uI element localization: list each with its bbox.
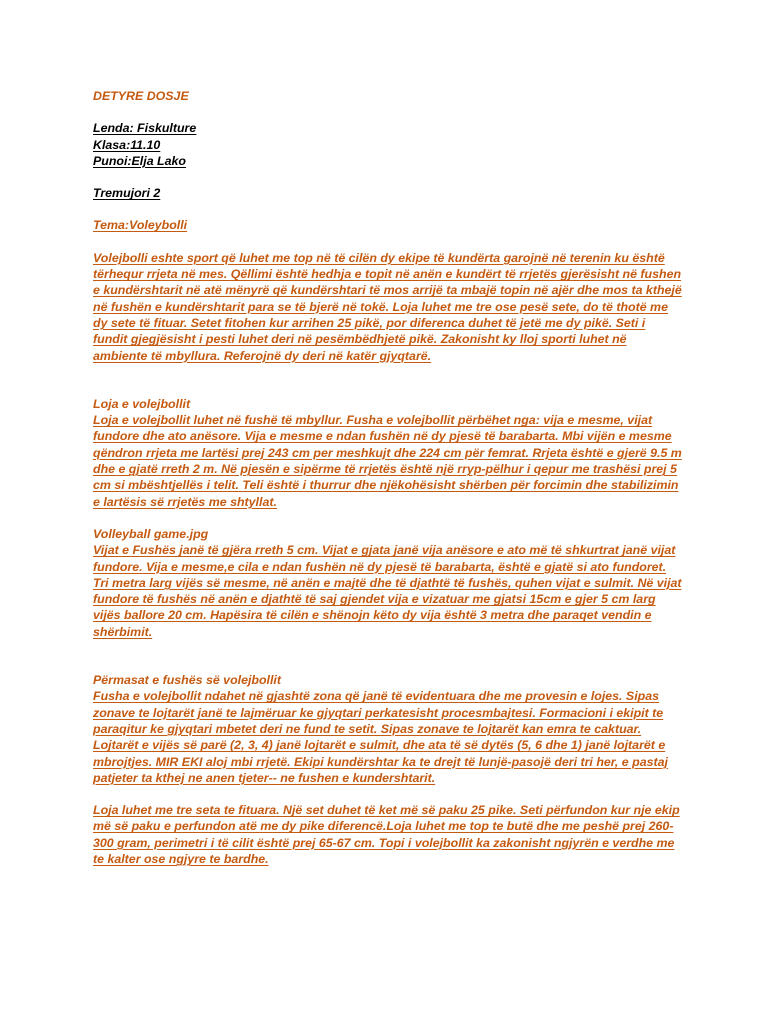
section-rules-body: Loja e volejbollit luhet në fushë të mbyllur. Fusha e volejbollit përbëhet nga: vija e mesme, vijat fundore dhe ato anësore. Vija e mesme e ndan fushën në dy pjesë të barabarta. Mbi vijën e mesme qëndron rrjeta me lartësi prej 243 cm per meshkujt dhe 224 cm për femrat. Rrjeta është e gjerë 9.5 m dhe e gjatë rreth 2 m. Në pjesën e sipërme të rrjetës është një rryp-pëlhur i qepur me trashësi prej 5 cm si mbështjellës i telit. Teli është i thurrur dhe njëkohësisht shërben për forcimin dhe stabilizimin e lartësis së rrjetës me shtyllat. [93,413,682,509]
closing-paragraph: Loja luhet me tre seta te fituara. Një set duhet të ket më së paku 25 pike. Seti përfundon kur nje ekip më së paku e perfundon atë me dy pike diferencë.Loja luhet me top te butë dhe me peshë prej 260-300 gram, perimetri i të cilit është prej 65-67 cm. Topi i volejbollit ka zakonisht ngjyrën e verdhe me te kalter ose ngjyre te bardhe. [93,803,680,866]
section-court-heading: Përmasat e fushës së volejbollit [93,673,282,688]
meta-subject: Lenda: Fiskulture [93,121,197,136]
section-game [93,526,683,640]
document-meta [93,120,683,169]
section-rules [93,396,683,510]
section-game-heading: Volleyball game.jpg [93,526,209,541]
section-rules-heading: Loja e volejbollit [93,396,191,411]
section-court-body: Fusha e volejbollit ndahet në gjashtë zona që janë të evidentuara dhe me provesin e lojes. Sipas zonave te lojtarët janë te lajmëruar ke gjyqtari perkatesisht procesmbajtesi. Formacioni i ekipit te paraqitur ke gjyqtari mbetet deri ne fund te setit. Sipas zonave te lojtarët kan emra te caktuar. Lojtarët e vijës së parë (2, 3, 4) janë lojtarët e sulmit, dhe ata të së dytës (5, 6 dhe 1) janë lojtarët e mbrojtjes. MIR EKI aloj mbi rrjetë. Ekipi kundërshtar ka te drejt të lunjë-pasojë deri tri her, e pastaj patjeter ta kthej ne anen tjeter-- ne fushen e kundershtarit. [93,689,668,785]
meta-class: Klasa:11.10 [93,137,161,152]
section-game-body: Vijat e Fushës janë të gjëra rreth 5 cm. Vijat e gjata janë vija anësore e ato më të shkurtrat janë vijat fundore. Vija e mesme,e cila e ndan fushën në dy pjesë të barabarta, është e gjatë si ato fundoret. Tri metra larg vijës së mesme, në anën e majtë dhe të djathtë të fushës, quhen vijat e sulmit. Në vijat fundore të fushës në anën e djathtë të saj gjendet vija e vizatuar me gjatsi 15cm e gjer 5 cm larg vijës ballore 20 cm. Hapësira të cilën e shënojn këto dy vija është 3 metra dhe paraqet vendin e shërbimit. [93,543,682,639]
section-court [93,672,683,786]
document-page [93,88,683,867]
term-label: Tremujori 2 [93,186,161,201]
meta-author: Punoi:Elja Lako [93,153,186,168]
intro-paragraph: Volejbolli eshte sport që luhet me top në të cilën dy ekipe të kundërta garojnë në terenin ku është tërhequr rrjeta në mes. Qëllimi është hedhja e topit në anën e kundërt të rrjetës gjerësisht në fushen e kundërshtarit në atë mënyrë që kundërshtari të mos arrijë ta mbajë topin në ajër dhe mos ta kthejë në fushën e kundërshtarit para se të bjerë në tokë. Loja luhet me tre ose pesë sete, do të thotë me dy sete të fituar. Setet fitohen kur arrihen 25 pikë, por diferenca duhet të jetë me dy pikë. Seti i fundit gjegjësisht i pesti luhet deri në pesëmbëdhjetë pikë. Zakonisht ky lloj sporti luhet në ambiente të mbyllura. Referojnë dy deri në katër gjyqtarë. [93,250,682,363]
document-title: DETYRE DOSJE [93,89,189,103]
topic-heading: Tema:Voleybolli [93,218,188,233]
